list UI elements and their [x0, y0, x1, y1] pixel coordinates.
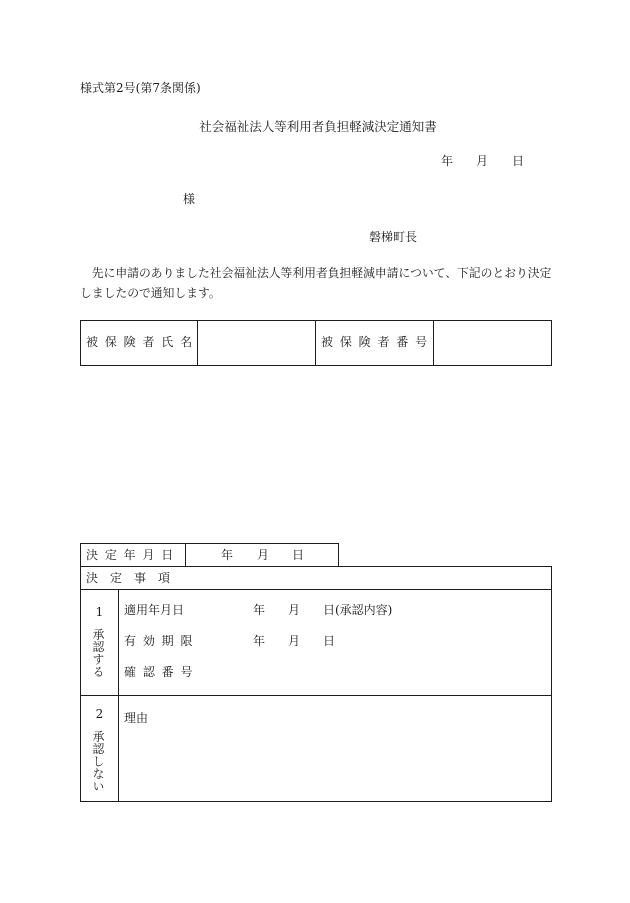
insured-number-label: 被 保 険 者 番 号: [321, 335, 428, 349]
validity-period-day-label: 日: [323, 634, 336, 648]
applicable-date-day-label: 日(承認内容): [323, 603, 393, 617]
insured-name-field: [198, 321, 315, 365]
column-divider: [315, 321, 316, 365]
approve-section: [80, 589, 552, 696]
reject-option-number: 2: [95, 707, 104, 721]
applicable-date-year-label: 年: [253, 603, 266, 617]
validity-period-year-label: 年: [253, 634, 266, 648]
insured-number-field: [434, 321, 551, 365]
decision-date-year-label: 年: [221, 548, 234, 562]
approve-option-label: 承認する: [91, 628, 105, 678]
decision-date-label: 決 定 年 月 日: [86, 548, 174, 562]
column-divider: [118, 696, 119, 801]
form-number: 様式第2号(第7条関係): [80, 81, 201, 95]
decision-matters-header: [80, 566, 552, 590]
column-divider: [185, 544, 186, 566]
applicable-date-label: 適用年月日: [124, 603, 185, 617]
reject-option-label: 承認しない: [91, 730, 105, 793]
notice-date-day-label: 日: [512, 154, 525, 168]
insured-name-label: 被 保 険 者 氏 名: [86, 335, 193, 349]
notice-date-month-label: 月: [476, 154, 489, 168]
document-title: 社会福祉法人等利用者負担軽減決定通知書: [199, 119, 437, 134]
reject-section: [80, 695, 552, 802]
applicable-date-month-label: 月: [288, 603, 301, 617]
decision-date-month-label: 月: [257, 548, 270, 562]
insured-info-table: [80, 320, 552, 366]
addressee-honorific: 様: [183, 192, 196, 206]
validity-period-month-label: 月: [288, 634, 301, 648]
approve-option-number: 1: [95, 605, 104, 619]
decision-matters-label: 決 定 事 項: [86, 571, 171, 585]
notice-body-text: 先に申請のありました社会福祉法人等利用者負担軽減申請について、下記のとおり決定しましたので通知します。: [80, 266, 552, 300]
decision-date-day-label: 日: [292, 548, 305, 562]
notice-date-year-label: 年: [441, 154, 454, 168]
issuer-name: 磐梯町長: [369, 230, 418, 244]
reject-reason-label: 理由: [124, 711, 149, 725]
confirmation-number-label: 確 認 番 号: [124, 665, 193, 679]
decision-date-row: [80, 543, 339, 567]
column-divider: [118, 590, 119, 695]
validity-period-label: 有 効 期 限: [124, 634, 193, 648]
